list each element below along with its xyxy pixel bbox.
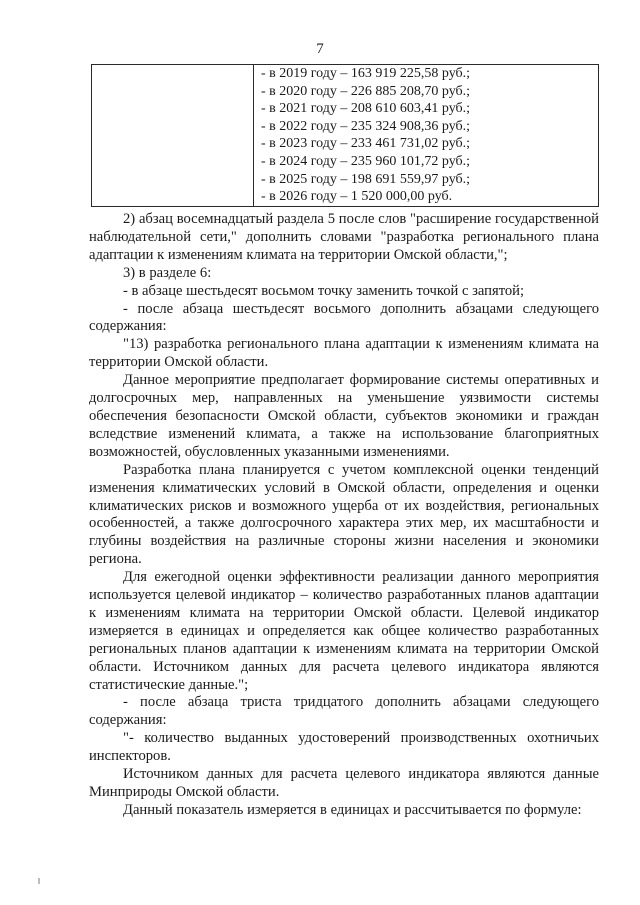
table-amounts-cell <box>254 65 599 207</box>
paragraph-after-330: - после абзаца триста тридцатого дополнить абзацами следующего содержания: <box>89 694 599 729</box>
paragraph-item-2: 2) абзац восемнадцатый раздела 5 после слов "расширение государственной наблюдательной сети," дополнить словами "разработка регионального плана адаптации к изменениям климата на территории Омской области,"; <box>89 211 599 263</box>
page-number: 7 <box>316 41 324 57</box>
amount-2020: - в 2020 году – 226 885 208,70 руб.; <box>261 83 471 99</box>
table-empty-cell <box>92 65 254 207</box>
paragraph-measure-description: Данное мероприятие предполагает формирование системы оперативных и долгосрочных мер, направленных на уменьшение уязвимости системы обеспечения безопасности Омской области, субъектов экономики и граждан вследствие изменений климата, а также на использование благоприятных возможностей, обусловленных указанными изменениями. <box>89 372 599 460</box>
paragraph-measure-13: "13) разработка регионального плана адаптации к изменениям климата на территории Омской области. <box>89 336 599 371</box>
paragraph-inspectors: "- количество выданных удостоверений производственных охотничьих инспекторов. <box>89 730 599 765</box>
amount-2026: - в 2026 году – 1 520 000,00 руб. <box>261 189 453 205</box>
paragraph-plan-development: Разработка плана планируется с учетом комплексной оценки тенденций изменения климатических условий в Омской области, определения и оценки климатических рисков и возможного ущерба от их воздействия, региональных особенностей, а также долгосрочного характера этих мер, их масштабности и глубины воздействия на различные стороны жизни населения и экономики региона. <box>89 461 599 568</box>
amount-2024: - в 2024 году – 235 960 101,72 руб.; <box>261 153 471 169</box>
paragraph-target-indicator: Для ежегодной оценки эффективности реализации данного мероприятия используется целевой индикатор – количество разработанных планов адаптации к изменениям климата на территории Омской области. Целевой индикатор измеряется в единицах и определяется как общее количество разработанных региональных планов адаптации к изменениям климата на территории Омской области. Источником данных для расчета целевого индикатора являются статистические данные."; <box>89 569 599 693</box>
amount-2022: - в 2022 году – 235 324 908,36 руб.; <box>261 118 471 134</box>
scan-mark <box>38 878 40 884</box>
paragraph-item-3: 3) в разделе 6: <box>123 264 212 281</box>
amount-2023: - в 2023 году – 233 461 731,02 руб.; <box>261 136 471 152</box>
amount-2021: - в 2021 году – 208 610 603,41 руб.; <box>261 101 471 117</box>
paragraph-formula-intro: Данный показатель измеряется в единицах и рассчитывается по формуле: <box>123 801 582 818</box>
paragraph-after-68: - после абзаца шестьдесят восьмого дополнить абзацами следующего содержания: <box>89 300 599 335</box>
paragraph-data-source: Источником данных для расчета целевого индикатора являются данные Минприроды Омской области. <box>89 766 599 800</box>
funding-table <box>91 64 599 207</box>
amount-2025: - в 2025 году – 198 691 559,97 руб.; <box>261 171 471 187</box>
amount-2019: - в 2019 году – 163 919 225,58 руб.; <box>261 66 471 81</box>
table-row <box>92 65 599 207</box>
document-body <box>89 211 599 820</box>
paragraph-sub-68: - в абзаце шестьдесят восьмом точку заменить точкой с запятой; <box>123 282 525 299</box>
